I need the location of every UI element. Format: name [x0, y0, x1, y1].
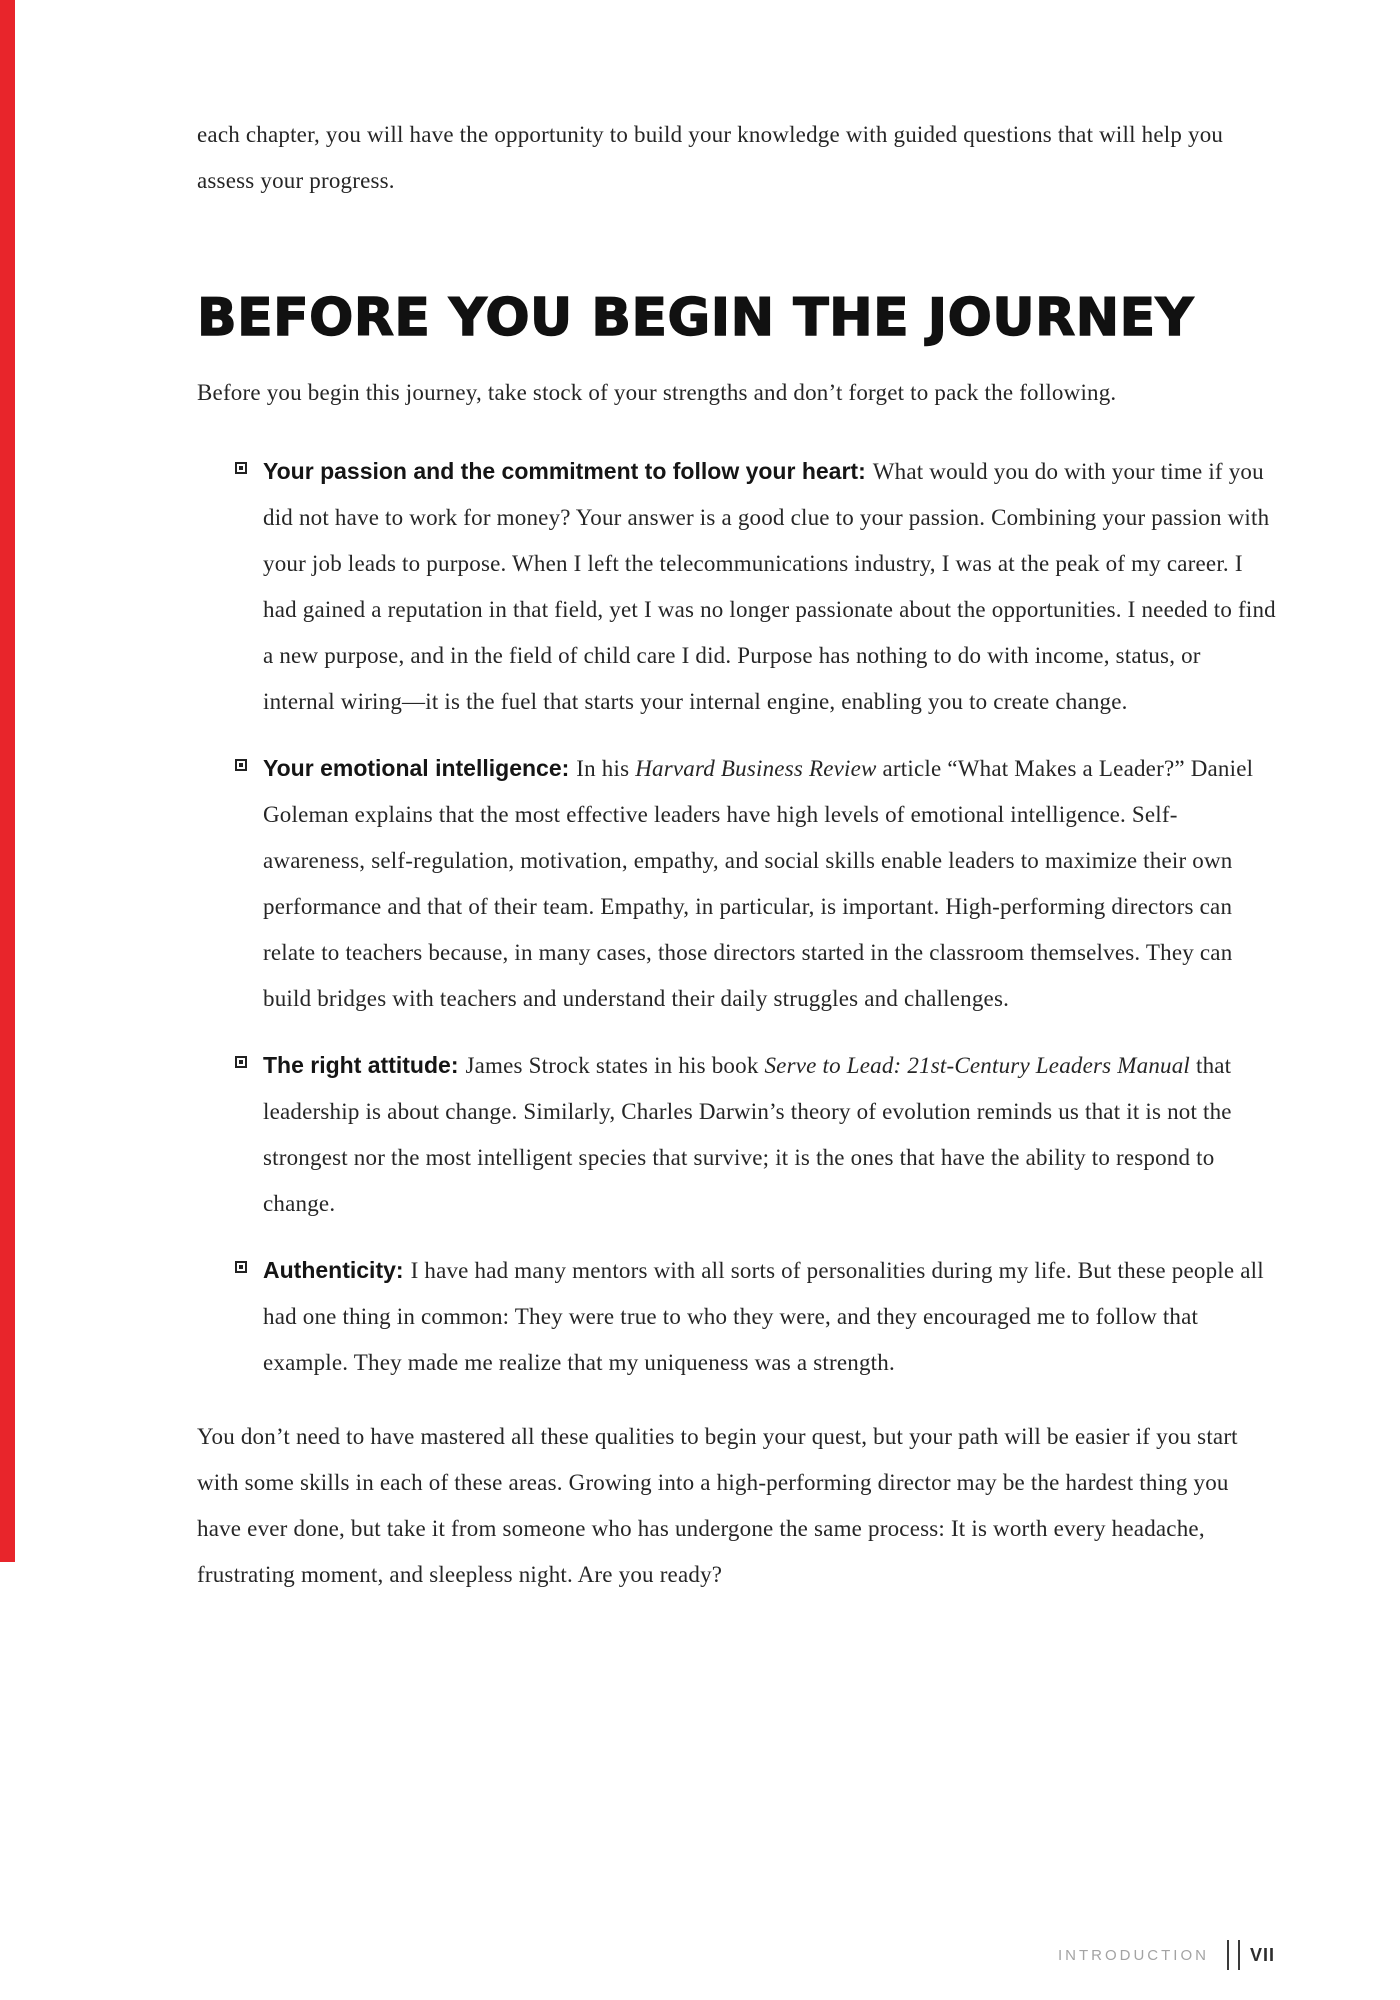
footer-section-label: INTRODUCTION [1057, 1946, 1209, 1964]
bullet-label: The right attitude: [263, 1052, 459, 1078]
bullet-text: James Strock states in his book Serve to Lead: 21st-Century Leaders Manual that leadership is about change. Similarly, Charles Darwin’s theory of evolution reminds us that it is not the strongest nor the most intelligent species that survive; it is the ones that have the ability to respond to change. [263, 1053, 1232, 1216]
bullet-label: Authenticity: [263, 1257, 404, 1283]
list-item [197, 1042, 1277, 1227]
bullet-text: I have had many mentors with all sorts of personalities during my life. But these people all had one thing in common: They were true to who they were, and they encouraged me to follow that example. They made me realize that my uniqueness was a strength. [263, 1258, 1264, 1375]
continuation-paragraph: each chapter, you will have the opportunity to build your knowledge with guided questions that will help you assess your progress. [197, 122, 1224, 193]
double-bar-ornament-icon [1227, 1940, 1240, 1970]
bullet-text: What would you do with your time if you did not have to work for money? Your answer is a good clue to your passion. Combining your passion with your job leads to purpose. When I left the telecommunications industry, I was at the peak of my career. I had gained a reputation in that field, yet I was no longer passionate about the opportunities. I needed to find a new purpose, and in the field of child care I did. Purpose has nothing to do with income, status, or internal wiring—it is the fuel that starts your internal engine, enabling you to create change. [263, 459, 1276, 714]
bullet-label: Your passion and the commitment to follow your heart: [263, 458, 866, 484]
square-bullet-icon [235, 462, 247, 474]
list-item [197, 1247, 1277, 1386]
square-bullet-icon [235, 759, 247, 771]
list-item [197, 448, 1277, 725]
book-cover-edge [0, 0, 15, 1562]
lead-paragraph: Before you begin this journey, take stock of your strengths and don’t forget to pack the following. [197, 380, 1117, 405]
square-bullet-icon [235, 1261, 247, 1273]
packing-list [197, 448, 1277, 1386]
closing-paragraph: You don’t need to have mastered all these qualities to begin your quest, but your path will be easier if you start with some skills in each of these areas. Growing into a high-performing director may be the hardest thing you have ever done, but take it from someone who has undergone the same process: It is worth every headache, frustrating moment, and sleepless night. Are you ready? [197, 1424, 1238, 1587]
page-content [197, 112, 1277, 1598]
square-bullet-icon [235, 1056, 247, 1068]
list-item [197, 745, 1277, 1022]
section-heading: BEFORE YOU BEGIN THE JOURNEY [197, 288, 1194, 348]
bullet-label: Your emotional intelligence: [263, 755, 570, 781]
bullet-text: In his Harvard Business Review article “What Makes a Leader?” Daniel Goleman explains that the most effective leaders have high levels of emotional intelligence. Self-awareness, self-regulation, motivation, empathy, and social skills enable leaders to maximize their own performance and that of their team. Empathy, in particular, is important. High-performing directors can relate to teachers because, in many cases, those directors started in the classroom themselves. They can build bridges with teachers and understand their daily struggles and challenges. [263, 756, 1254, 1011]
page-number: VII [1249, 1944, 1275, 1965]
page-footer [1058, 1940, 1275, 1970]
